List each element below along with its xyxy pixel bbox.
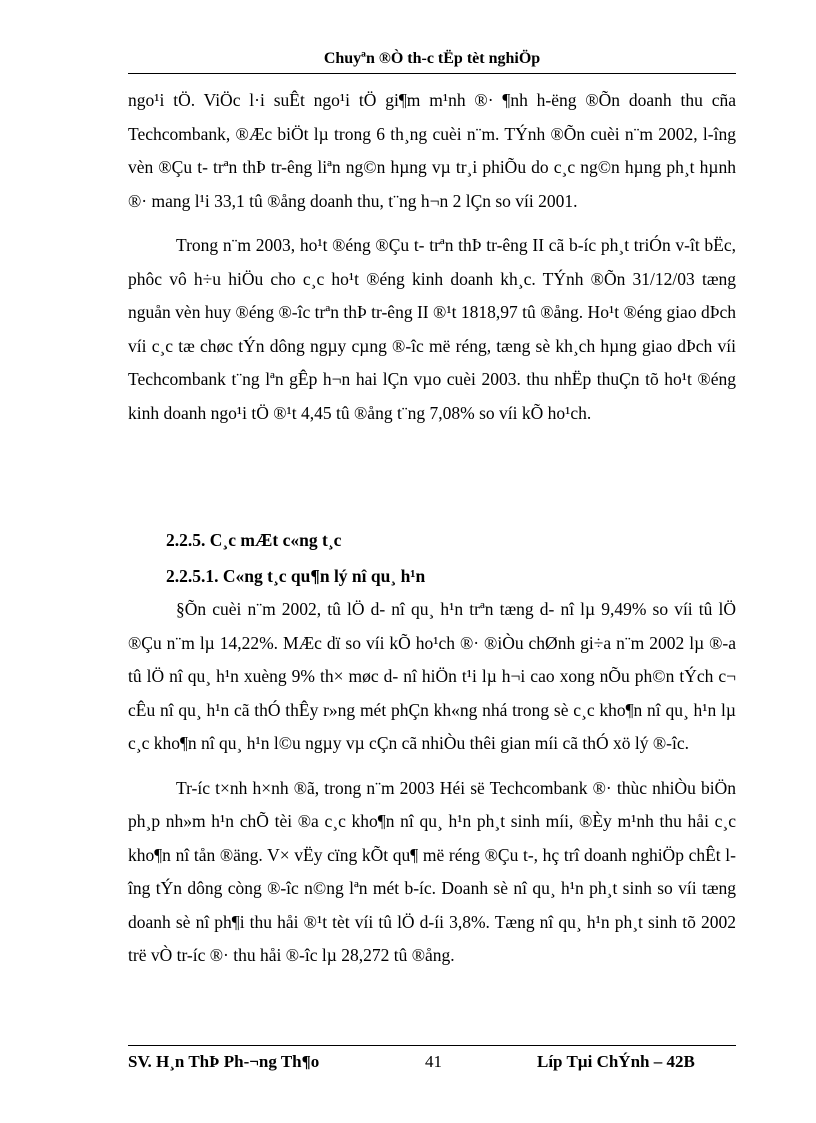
paragraph: ngo¹i tÖ. ViÖc l·i suÊt ngo¹i tÖ gi¶m m¹nh ®· ¶nh h-ëng ®Õn doanh thu cña Techcombank, ®Æc biÖt lµ trong 6 th¸ng cuèi n¨m. TÝnh ®Õn cuèi n¨m 2002, l-îng vèn ®Çu t- trªn thÞ tr-êng liªn ng©n hµng vµ tr¸i phiÕu do c¸c ng©n hµng ph¸t hµnh ®· mang l¹i 33,1 tû ®ång doanh thu, t¨ng h¬n 2 lÇn so víi 2001. [128, 90, 736, 211]
footer-student-name: SV. H¸n ThÞ Ph-¬ng Th¶o [128, 1052, 320, 1071]
paragraph: Trong n¨m 2003, ho¹t ®éng ®Çu t- trªn thÞ tr-êng II cã b-íc ph¸t triÓn v-ît bËc, phôc vô h÷u hiÖu cho c¸c ho¹t ®éng kinh doanh kh¸c. TÝnh ®Õn 31/12/03 tæng nguån vèn huy ®éng ®-îc trªn thÞ tr-êng II ®¹t 1818,97 tû ®ång. Ho¹t ®éng giao dÞch víi c¸c tæ chøc tÝn dông ngµy cµng ®-îc më réng, tæng sè kh¸ch hµng giao dÞch víi Techcombank t¨ng lªn gÊp h¬n hai lÇn vµo cuèi 2003. thu nhËp thuÇn tõ ho¹t ®éng kinh doanh ngo¹i tÖ ®¹t 4,45 tû ®ång t¨ng 7,08% so víi kÕ ho¹ch. [128, 235, 736, 423]
footer-class: Líp Tµi ChÝnh – 42B [537, 1052, 695, 1071]
page-header-title: Chuyªn ®Ò th-c tËp tèt nghiÖp [323, 50, 541, 67]
subsection-heading: 2.2.5.1. C«ng t¸c qu¶n lý nî qu¸ h¹n [166, 565, 426, 586]
page-number: 41 [425, 1052, 442, 1071]
spacer [128, 441, 736, 524]
header-rule [128, 73, 736, 74]
section-heading: 2.2.5. C¸c mÆt c«ng t¸c [166, 530, 342, 550]
footer-rule [128, 1045, 736, 1046]
document-body [128, 84, 736, 984]
paragraph: Tr-íc t×nh h×nh ®ã, trong n¨m 2003 Héi së Techcombank ®· thùc nhiÒu biÖn ph¸p nh»m h¹n chÕ tèi ®a c¸c kho¶n nî qu¸ h¹n ph¸t sinh míi, ®Èy m¹nh thu håi c¸c kho¶n nî tån ®äng. V× vËy cïng kÕt qu¶ më réng ®Çu t-, hç trî doanh nghiÖp chÊt l-îng tÝn dông còng ®-îc n©ng lªn mét b-íc. Doanh sè nî qu¸ h¹n ph¸t sinh so víi tæng doanh sè nî ph¶i thu håi ®¹t tèt víi tû lÖ d-íi 3,8%. Tæng nî qu¸ h¹n ph¸t sinh tõ 2002 trë vÒ tr-íc ®· thu håi ®-îc lµ 28,272 tû ®ång. [128, 777, 736, 965]
paragraph: §Õn cuèi n¨m 2002, tû lÖ d- nî qu¸ h¹n trªn tæng d- nî lµ 9,49% so víi tû lÖ ®Çu n¨m lµ 14,22%. MÆc dï so víi kÕ ho¹ch ®· ®iÒu chØnh gi÷a n¨m 2002 lµ ®-a tû lÖ nî qu¸ h¹n xuèng 9% th× møc d- nî hiÖn t¹i lµ h¬i cao xong nÕu ph©n tÝch c¬ cÊu nî qu¸ h¹n cã thÓ thÊy r»ng mét phÇn kh«ng nhá trong sè c¸c kho¶n nî qu¸ h¹n lµ c¸c kho¶n nî qu¸ h¹n l©u ngµy vµ cÇn cã nhiÒu thêi gian míi cã thÓ xö lý ®-îc. [128, 599, 736, 753]
